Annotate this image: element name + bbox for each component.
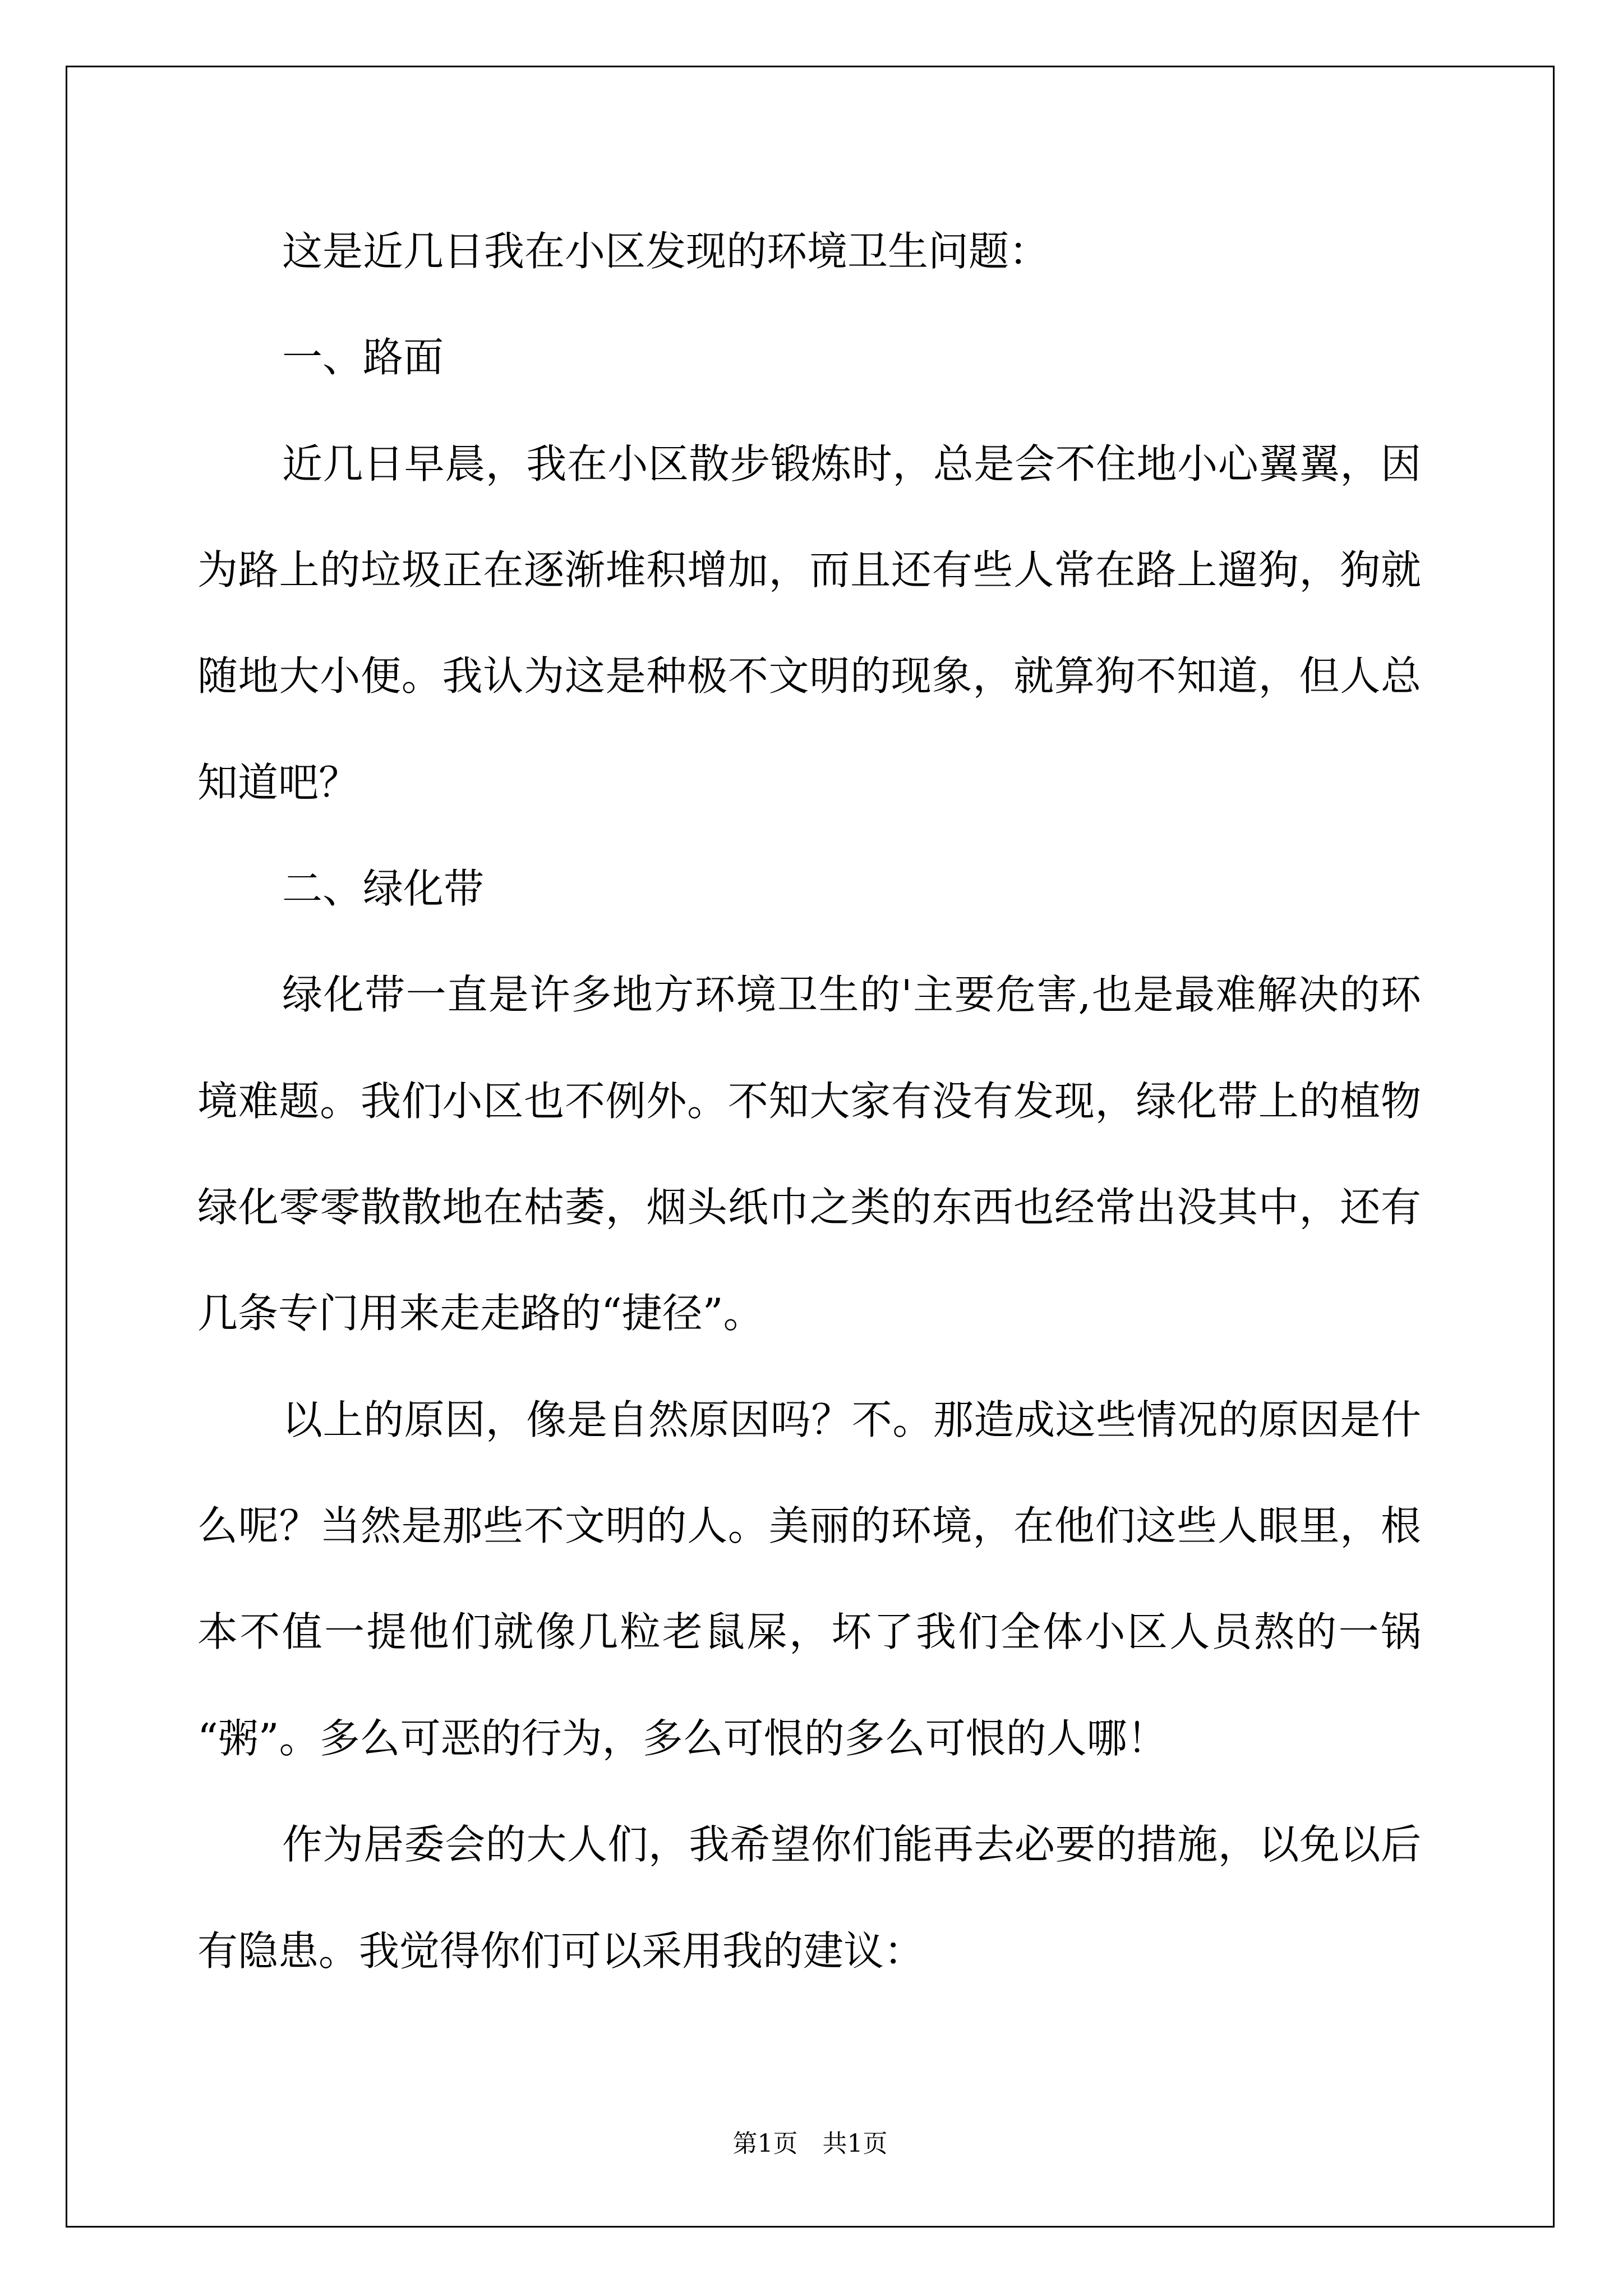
text-line: 一、路面	[282, 334, 444, 381]
paragraph-road	[197, 411, 1421, 836]
text-line: 有隐患。我觉得你们可以采用我的建议：	[197, 1927, 925, 1975]
text-line: 作为居委会的大人们，我希望你们能再去必要的措施，以免以后	[282, 1821, 1421, 1869]
paragraph-causes	[197, 1367, 1421, 1792]
text-line: 几条专门用来走走路的“捷径”。	[197, 1290, 764, 1337]
heading-greenbelt	[197, 836, 1421, 942]
text-line: “粥”。多么可恶的行为，多么可恨的多么可恨的人哪！	[197, 1714, 1168, 1762]
paragraph-request	[197, 1792, 1421, 2004]
text-line: 二、绿化带	[282, 865, 485, 913]
text-line: 绿化带一直是许多地方环境卫生的'主要危害,也是最难解决的环	[282, 971, 1421, 1019]
heading-road	[197, 305, 1421, 411]
paragraph-greenbelt	[197, 942, 1421, 1366]
document-body	[197, 199, 1421, 2004]
text-line: 以上的原因，像是自然原因吗？不。那造成这些情况的原因是什	[282, 1396, 1421, 1443]
text-line: 这是近几日我在小区发现的环境卫生问题：	[282, 228, 1050, 275]
text-line: 近几日早晨，我在小区散步锻炼时，总是会不住地小心翼翼，因	[282, 440, 1421, 487]
text-line: 本不值一提他们就像几粒老鼠屎，坏了我们全体小区人员熬的一锅	[197, 1608, 1421, 1656]
text-line: 绿化零零散散地在枯萎，烟头纸巾之类的东西也经常出没其中，还有	[197, 1184, 1421, 1231]
page-footer: 第1页 共1页	[732, 2129, 888, 2158]
text-line: 为路上的垃圾正在逐渐堆积增加，而且还有些人常在路上遛狗，狗就	[197, 546, 1421, 594]
text-line: 境难题。我们小区也不例外。不知大家有没有发现，绿化带上的植物	[197, 1077, 1421, 1125]
text-line: 随地大小便。我认为这是种极不文明的现象，就算狗不知道，但人总	[197, 652, 1421, 700]
paragraph-intro	[197, 199, 1421, 305]
text-line: 知道吧？	[197, 758, 359, 806]
text-line: 么呢？当然是那些不文明的人。美丽的环境，在他们这些人眼里，根	[197, 1502, 1421, 1550]
